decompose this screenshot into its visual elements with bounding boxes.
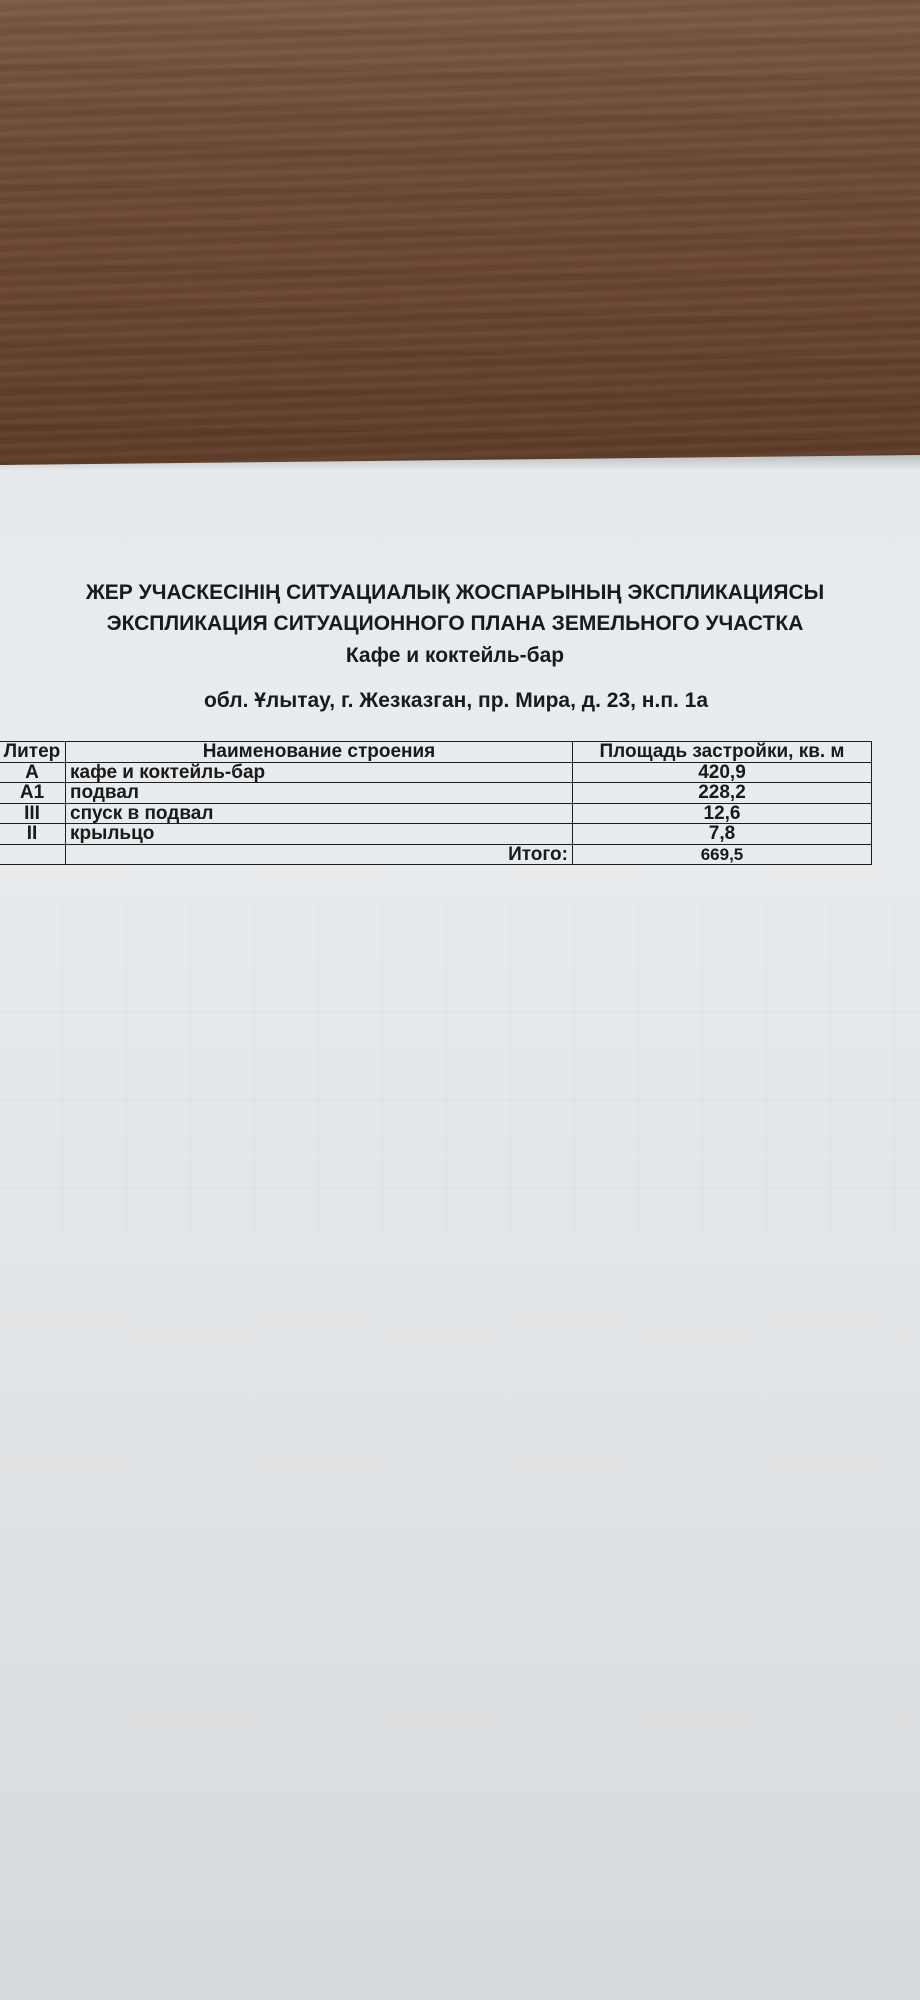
row-name: крыльцо [66, 824, 573, 845]
table-header-row [0, 742, 872, 763]
table-row [0, 824, 872, 845]
row-area: 420,9 [573, 762, 872, 783]
header-building-area: Площадь застройки, кв. м [573, 742, 872, 763]
row-name: подвал [66, 783, 573, 804]
row-liter: II [0, 824, 66, 845]
total-empty-cell [0, 844, 66, 865]
document-title-ru: ЭКСПЛИКАЦИЯ СИТУАЦИОННОГО ПЛАНА ЗЕМЕЛЬНОГО УЧАСТКА [106, 612, 804, 635]
total-label: Итого: [66, 844, 573, 865]
row-liter: А [0, 762, 66, 783]
row-name: кафе и коктейль-бар [66, 762, 573, 783]
header-liter: Литер [0, 742, 66, 763]
row-liter: А1 [0, 783, 66, 804]
row-name: спуск в подвал [66, 803, 573, 824]
row-area: 12,6 [573, 803, 872, 824]
table-row [0, 803, 872, 824]
document-title-kz: ЖЕР УЧАСКЕСІНІҢ СИТУАЦИАЛЫҚ ЖОСПАРЫНЫҢ ЭКСПЛИКАЦИЯСЫ [85, 581, 825, 604]
explication-table [0, 741, 872, 865]
row-area: 7,8 [573, 824, 872, 845]
row-liter: III [0, 803, 66, 824]
header-building-name: Наименование строения [66, 742, 573, 763]
table-row [0, 783, 872, 804]
table-total-row [0, 844, 872, 865]
table-row [0, 762, 872, 783]
paper-sheet [0, 455, 920, 2000]
row-area: 228,2 [573, 783, 872, 804]
wooden-table-background [0, 0, 920, 470]
address-line: обл. Ұлытау, г. Жезказган, пр. Мира, д. 23, н.п. 1а [203, 689, 709, 712]
object-name: Кафе и коктейль-бар [345, 644, 565, 667]
total-value: 669,5 [573, 844, 872, 865]
